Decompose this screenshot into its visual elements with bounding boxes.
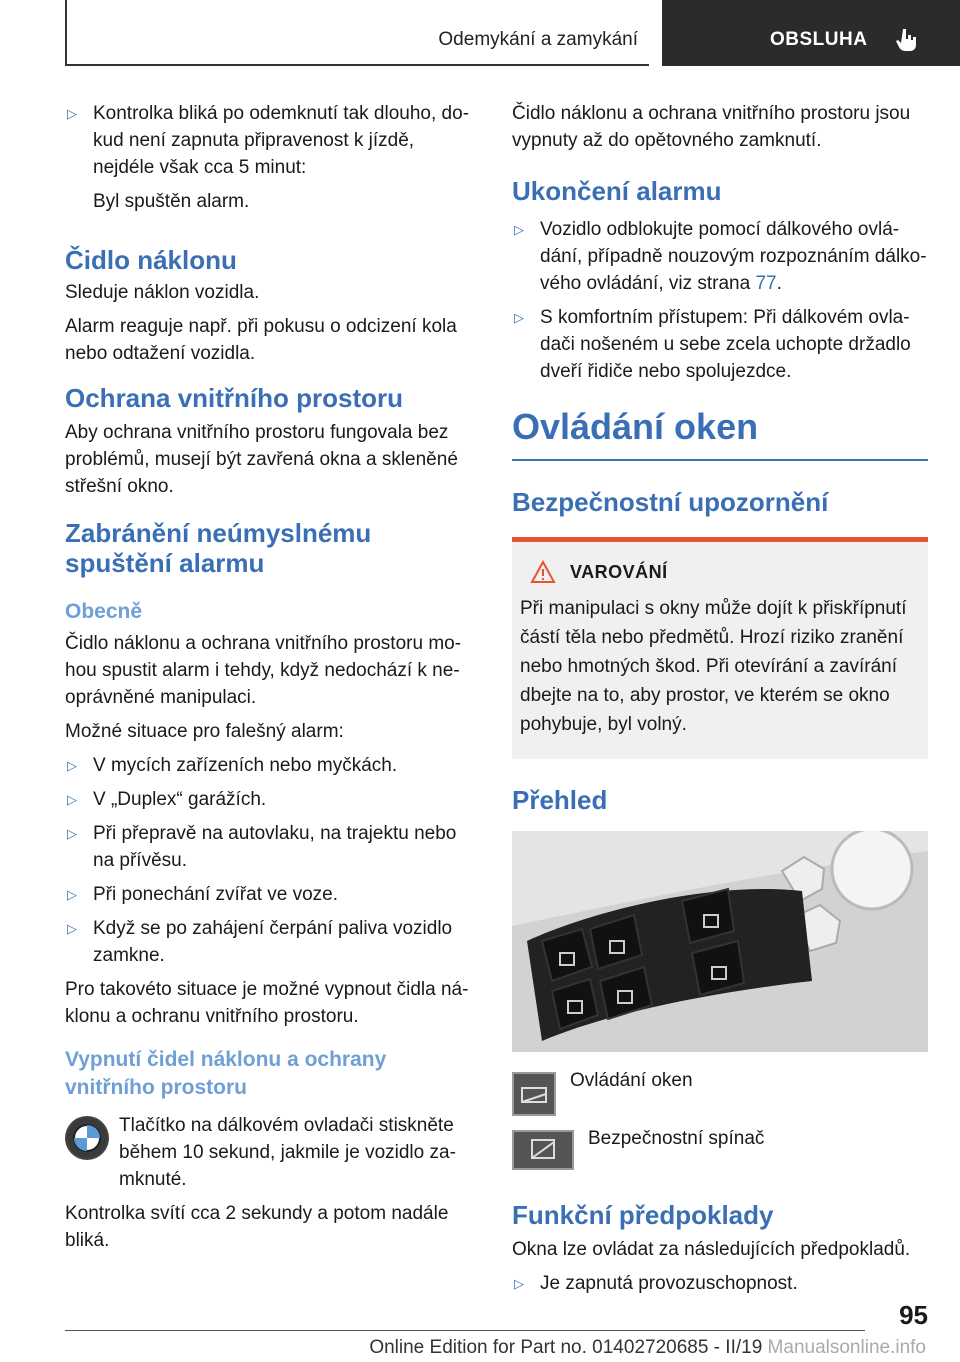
heading-prerequisites: Funkční předpoklady <box>512 1200 774 1230</box>
page-link[interactable]: 77 <box>755 273 777 294</box>
bullet-triangle-icon: ▷ <box>514 310 524 325</box>
legend-window-control <box>512 1072 928 1116</box>
warning-text: Při manipulaci s okny může dojít k přiskřípnutí částí těla nebo předmětů. Hrozí riziko zranění nebo hmotných škod. Při otevírání a zavírání dbejte na to, aby prostor, ve kterém se okno pohybuje, byl volný. <box>520 598 907 735</box>
right-column <box>512 100 928 1304</box>
remote-key-instruction <box>65 1112 480 1193</box>
warning-box <box>512 537 928 759</box>
paragraph: Pro takovéto situace je možné vypnout čidla náklonu a ochranu vnitřního prostoru. <box>65 979 469 1027</box>
heading-tilt-sensor: Čidlo náklonu <box>65 245 237 275</box>
window-switch-photo <box>512 831 928 1052</box>
heading-end-alarm: Ukončení alarmu <box>512 176 722 206</box>
list-item: ▷ Vozidlo odblokujte pomocí dálkového ovládání, případně nouzovým rozpoznáním dálkového ovládání, viz strana 77. <box>512 216 928 297</box>
paragraph: Čidlo náklonu a ochrana vnitřního prostoru jsou vypnuty až do opětovného zamknutí. <box>512 103 911 151</box>
paragraph: Aby ochrana vnitřního prostoru fungovala bez problémů, musejí být zavřená okna a skleněné střešní okno. <box>65 422 458 497</box>
list-item: ▷ Kontrolka bliká po odemknutí tak dlouho, dokud není zapnuta připravenost k jízdě, nejdéle však cca 5 minut: <box>65 100 480 181</box>
list-item: ▷ Když se po zahájení čerpání paliva vozidlo zamkne. <box>65 915 480 969</box>
list-item: ▷ Při přepravě na autovlaku, na trajektu nebo na přívěsu. <box>65 820 480 874</box>
header-divider <box>65 0 67 66</box>
paragraph: Kontrolka svítí cca 2 sekundy a potom nadále bliká. <box>65 1203 449 1251</box>
safety-switch-icon <box>512 1130 574 1170</box>
heading-prevent-false-alarm: Zabránění neúmyslnému spuštění alarmu <box>65 518 372 578</box>
bullet-triangle-icon: ▷ <box>514 222 524 237</box>
heading-disable-sensors: Vypnutí čidel náklonu a ochrany vnitřního prostoru <box>65 1048 387 1099</box>
bullet-triangle-icon: ▷ <box>67 921 77 936</box>
header-divider <box>65 64 649 66</box>
watermark: Manualsonline.info <box>767 1337 926 1358</box>
heading-interior-protection: Ochrana vnitřního prostoru <box>65 383 404 413</box>
legend-label: Bezpečnostní spínač <box>588 1128 765 1149</box>
section-title: Odemykání a zamykání <box>438 29 638 50</box>
page-header <box>0 0 960 66</box>
footer-edition: Online Edition for Part no. 01402720685 - II/19 Manualsonline.info <box>369 1337 926 1358</box>
bullet-triangle-icon: ▷ <box>67 792 77 807</box>
bullet-triangle-icon: ▷ <box>67 758 77 773</box>
heading-general: Obecně <box>65 600 143 623</box>
bullet-triangle-icon: ▷ <box>514 1276 524 1291</box>
legend-label: Ovládání oken <box>570 1070 693 1091</box>
paragraph: Alarm reaguje např. při pokusu o odcizení kola nebo odtažení vozidla. <box>65 316 457 364</box>
paragraph: Možné situace pro falešný alarm: <box>65 721 344 742</box>
footer-divider <box>65 1330 865 1331</box>
hand-pointer-icon <box>894 27 920 53</box>
paragraph: Okna lze ovládat za následujících předpokladů. <box>512 1239 911 1260</box>
list-item: ▷ V mycích zařízeních nebo myčkách. <box>65 752 480 779</box>
paragraph: Čidlo náklonu a ochrana vnitřního prostoru mohou spustit alarm i tehdy, když nedochází k neoprávněné manipulaci. <box>65 633 462 708</box>
list-item: ▷ Při ponechání zvířat ve voze. <box>65 881 480 908</box>
alarm-triggered-text: Byl spuštěn alarm. <box>93 191 250 212</box>
page-number: 95 <box>899 1300 928 1330</box>
heading-rule <box>512 459 928 461</box>
bullet-triangle-icon: ▷ <box>67 887 77 902</box>
heading-overview: Přehled <box>512 785 608 815</box>
bullet-triangle-icon: ▷ <box>67 106 77 121</box>
heading-safety-notes: Bezpečnostní upozornění <box>512 487 829 517</box>
bullet-triangle-icon: ▷ <box>67 826 77 841</box>
paragraph: Sleduje náklon vozidla. <box>65 282 260 303</box>
warning-header <box>530 560 920 584</box>
list-item: ▷ V „Duplex“ garážích. <box>65 786 480 813</box>
paragraph: Tlačítko na dálkovém ovladači stiskněte během 10 sekund, jakmile je vozidlo zamknuté. <box>119 1115 456 1190</box>
chapter-tab[interactable] <box>662 0 960 66</box>
bmw-key-button-icon <box>65 1116 109 1160</box>
chapter-tab-label: OBSLUHA <box>770 29 868 50</box>
legend-safety-switch <box>512 1130 928 1170</box>
window-switch-icon <box>512 1072 556 1116</box>
list-item: ▷ Je zapnutá provozuschopnost. <box>512 1270 928 1297</box>
left-column <box>65 100 480 1261</box>
heading-window-control: Ovládání oken <box>512 406 759 447</box>
warning-title: VAROVÁNÍ <box>570 561 668 582</box>
warning-triangle-icon <box>530 560 556 584</box>
list-item: ▷ S komfortním přístupem: Při dálkovém ovladači nošeném u sebe zcela uchopte držadlo dveří řidiče nebo spolujezdce. <box>512 304 928 385</box>
